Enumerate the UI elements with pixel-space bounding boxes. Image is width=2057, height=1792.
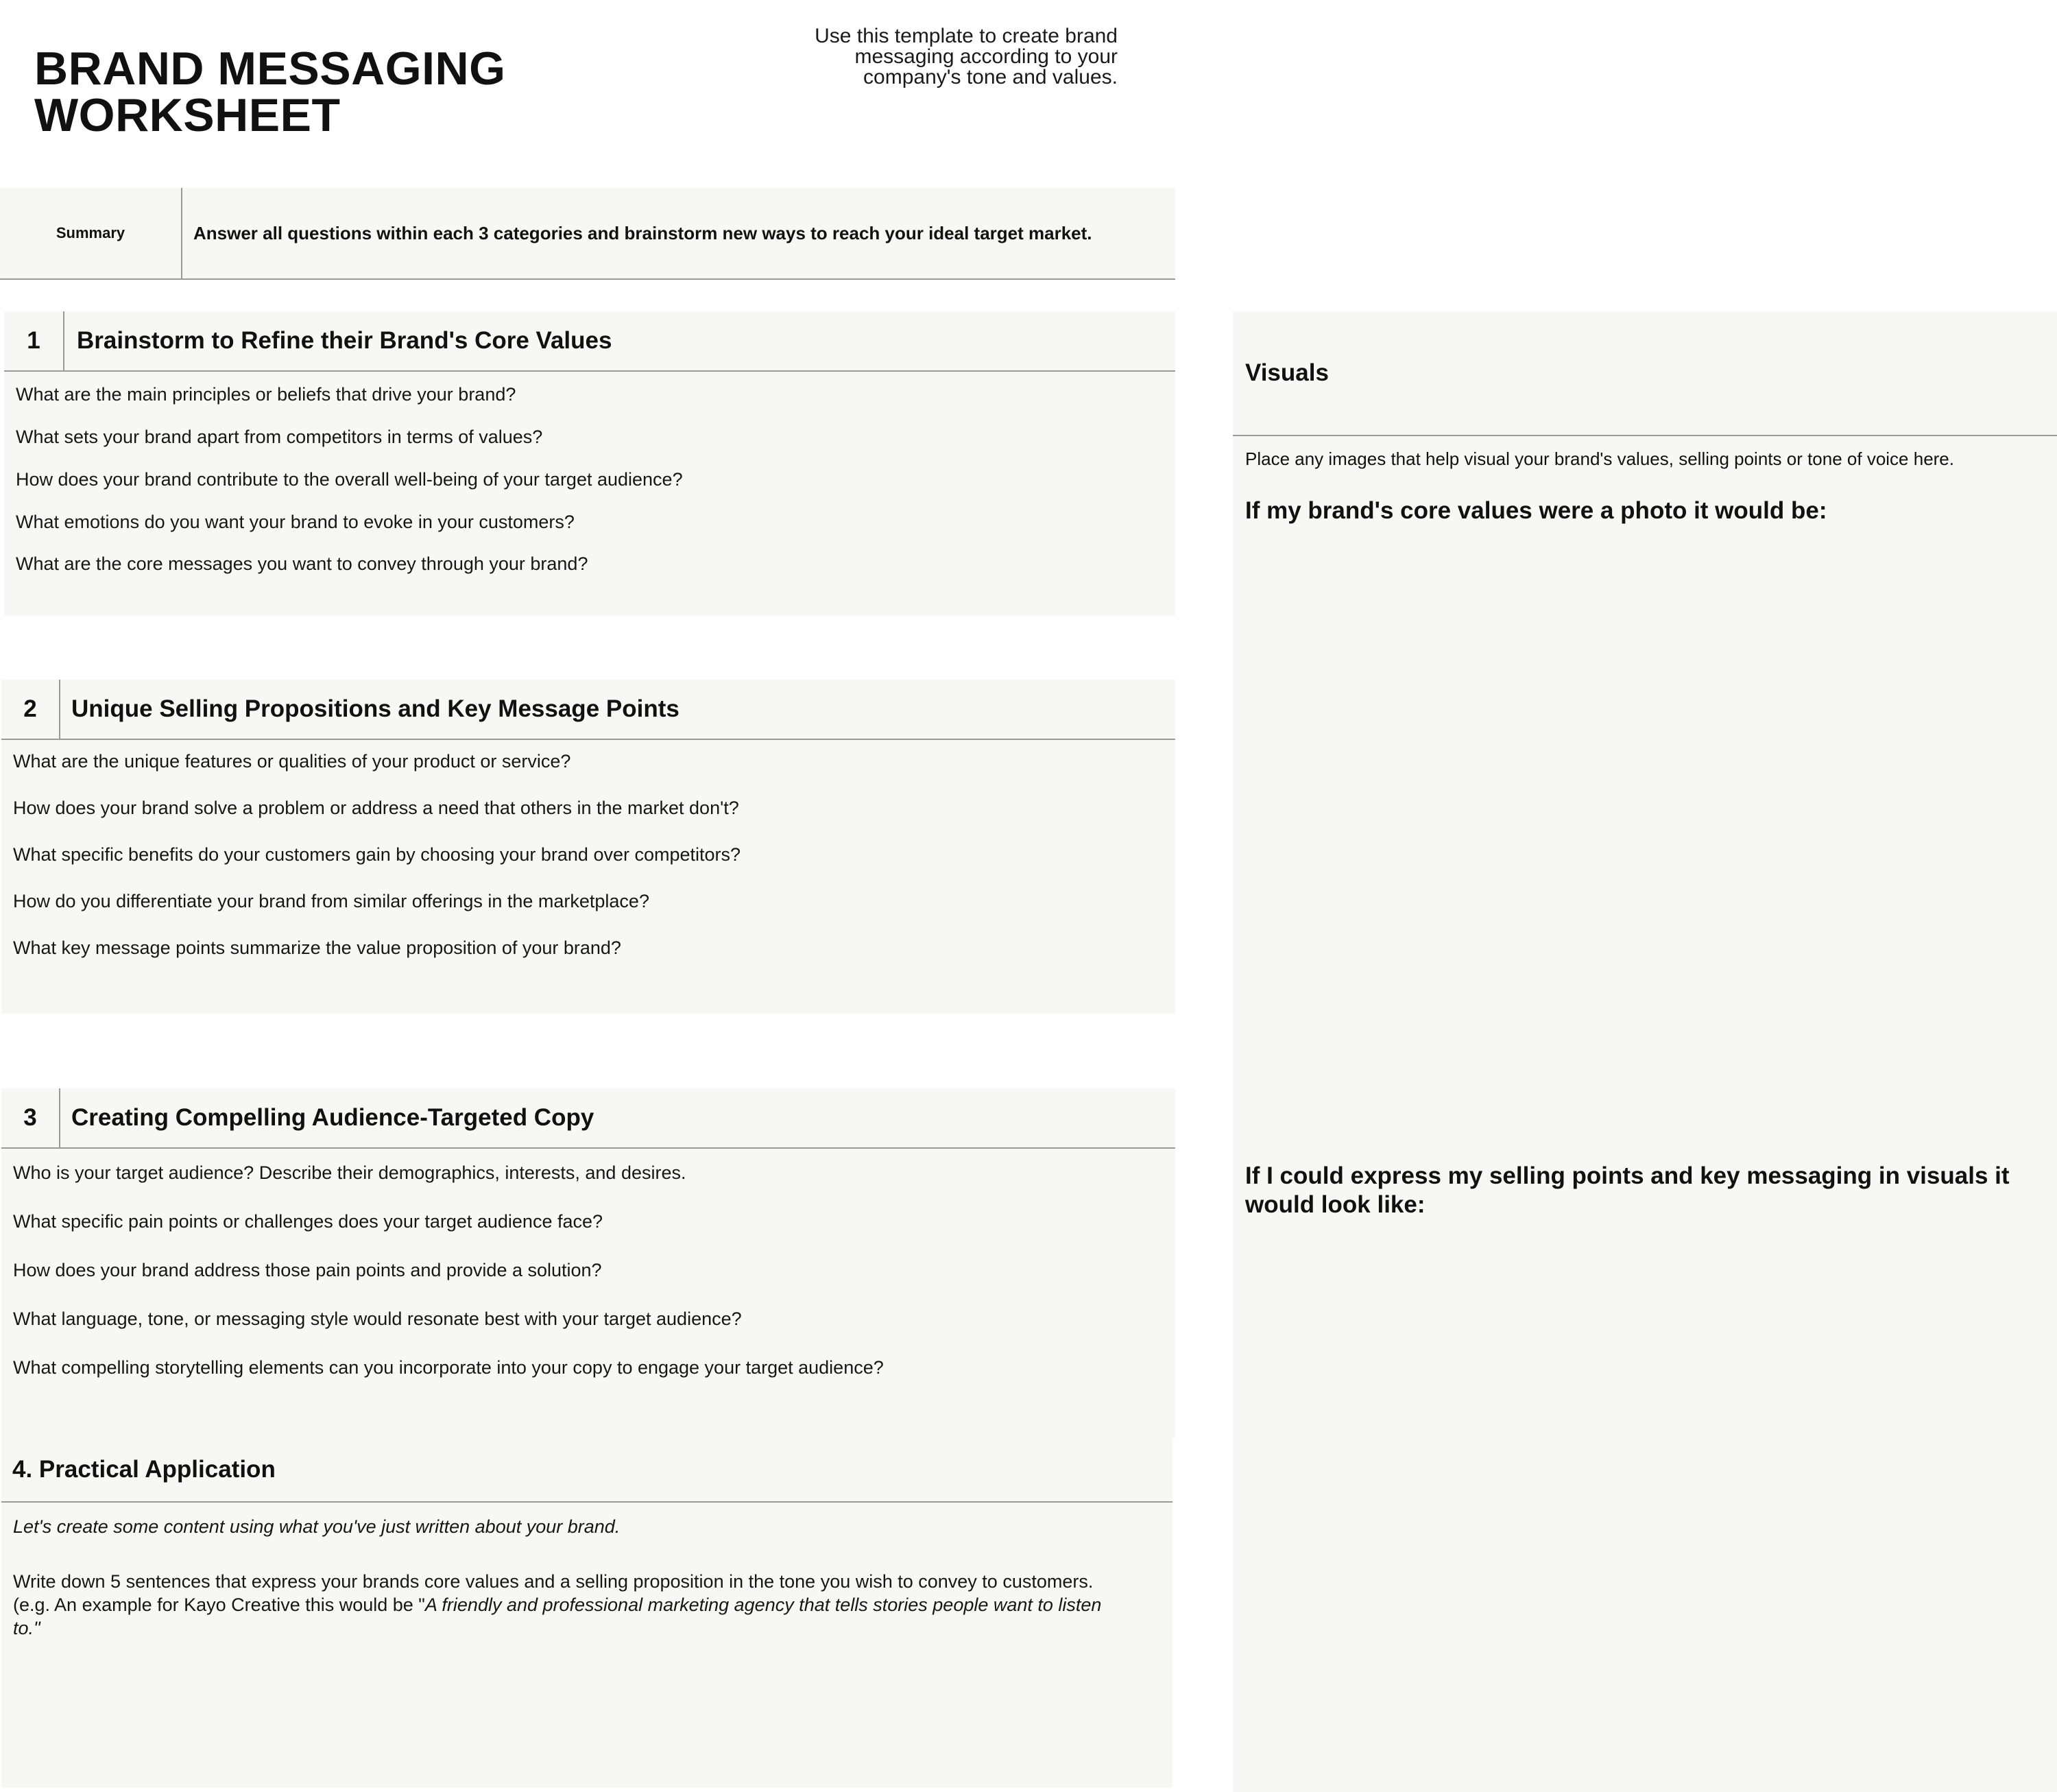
practical-panel: [1, 1438, 1172, 1788]
section-3-title: Creating Compelling Audience-Targeted Copy: [71, 1104, 594, 1131]
practical-instruction-line-3: to.": [13, 1618, 40, 1638]
section-2-question: How does your brand solve a problem or address a need that others in the market don't?: [13, 798, 739, 818]
section-1-panel: [4, 311, 1175, 616]
intro-line-2: messaging according to your: [854, 45, 1118, 68]
section-2-question: What key message points summarize the value proposition of your brand?: [13, 937, 621, 958]
summary-label: Summary: [0, 188, 182, 278]
practical-instruction-line-2: [13, 1594, 1101, 1616]
page-title: [34, 45, 506, 139]
section-2-title: Unique Selling Propositions and Key Message Points: [71, 695, 679, 722]
practical-header: [1, 1438, 1172, 1503]
summary-text: Answer all questions within each 3 categories and brainstorm new ways to reach your ideal target market.: [193, 222, 1092, 243]
section-1-question: What are the main principles or beliefs that drive your brand?: [16, 384, 516, 405]
section-2-panel: [1, 680, 1175, 1014]
section-2-question: How do you differentiate your brand from similar offerings in the marketplace?: [13, 891, 649, 911]
section-2-question: What are the unique features or qualities of your product or service?: [13, 751, 571, 772]
page-title-line-2: WORKSHEET: [34, 89, 341, 141]
summary-row: [0, 188, 1175, 280]
section-3-question: How does your brand address those pain points and provide a solution?: [13, 1260, 602, 1280]
visuals-prompt-line-2: would look like:: [1245, 1191, 1426, 1218]
section-1-title: Brainstorm to Refine their Brand's Core Values: [77, 327, 612, 354]
visuals-panel: [1233, 311, 2057, 1792]
section-3-question: What specific pain points or challenges does your target audience face?: [13, 1211, 603, 1232]
section-2-number: 2: [1, 680, 60, 739]
section-3-question: What compelling storytelling elements can you incorporate into your copy to engage your target audience?: [13, 1357, 884, 1378]
visuals-prompt-core-values: If my brand's core values were a photo it would be:: [1245, 497, 1827, 524]
visuals-header: [1233, 311, 2057, 436]
page-title-line-1: BRAND MESSAGING: [34, 43, 506, 95]
practical-example-quote: A friendly and professional marketing agency that tells stories people want to listen: [424, 1594, 1102, 1615]
visuals-description: Place any images that help visual your brand's values, selling points or tone of voice here.: [1245, 449, 1954, 469]
practical-intro: Let's create some content using what you've just written about your brand.: [13, 1516, 621, 1537]
practical-instruction-line-1: Write down 5 sentences that express your brands core values and a selling proposition in the tone you wish to convey to customers.: [13, 1571, 1094, 1592]
section-2-question: What specific benefits do your customers gain by choosing your brand over competitors?: [13, 844, 741, 865]
section-3-header: [1, 1088, 1175, 1149]
visuals-prompt-selling-points: [1245, 1162, 2010, 1219]
visuals-title: Visuals: [1245, 359, 1329, 386]
section-3-number: 3: [1, 1088, 60, 1147]
section-2-header: [1, 680, 1175, 740]
section-1-question: What are the core messages you want to convey through your brand?: [16, 553, 588, 574]
section-3-question: What language, tone, or messaging style would resonate best with your target audience?: [13, 1309, 742, 1329]
section-1-question: How does your brand contribute to the overall well-being of your target audience?: [16, 469, 683, 490]
section-3-panel: [1, 1088, 1175, 1438]
section-1-question: What emotions do you want your brand to evoke in your customers?: [16, 512, 575, 532]
practical-instruction-prefix: (e.g. An example for Kayo Creative this would be ": [13, 1594, 425, 1615]
intro-line-3: company's tone and values.: [863, 66, 1118, 88]
intro-line-1: Use this template to create brand: [815, 25, 1118, 47]
intro-text: [686, 26, 1118, 88]
section-1-question: What sets your brand apart from competitors in terms of values?: [16, 427, 543, 447]
visuals-prompt-line-1: If I could express my selling points and key messaging in visuals it: [1245, 1162, 2010, 1189]
section-1-header: [4, 311, 1175, 372]
section-3-question: Who is your target audience? Describe their demographics, interests, and desires.: [13, 1162, 686, 1183]
practical-title: 4. Practical Application: [12, 1456, 276, 1483]
section-1-number: 1: [4, 311, 64, 370]
